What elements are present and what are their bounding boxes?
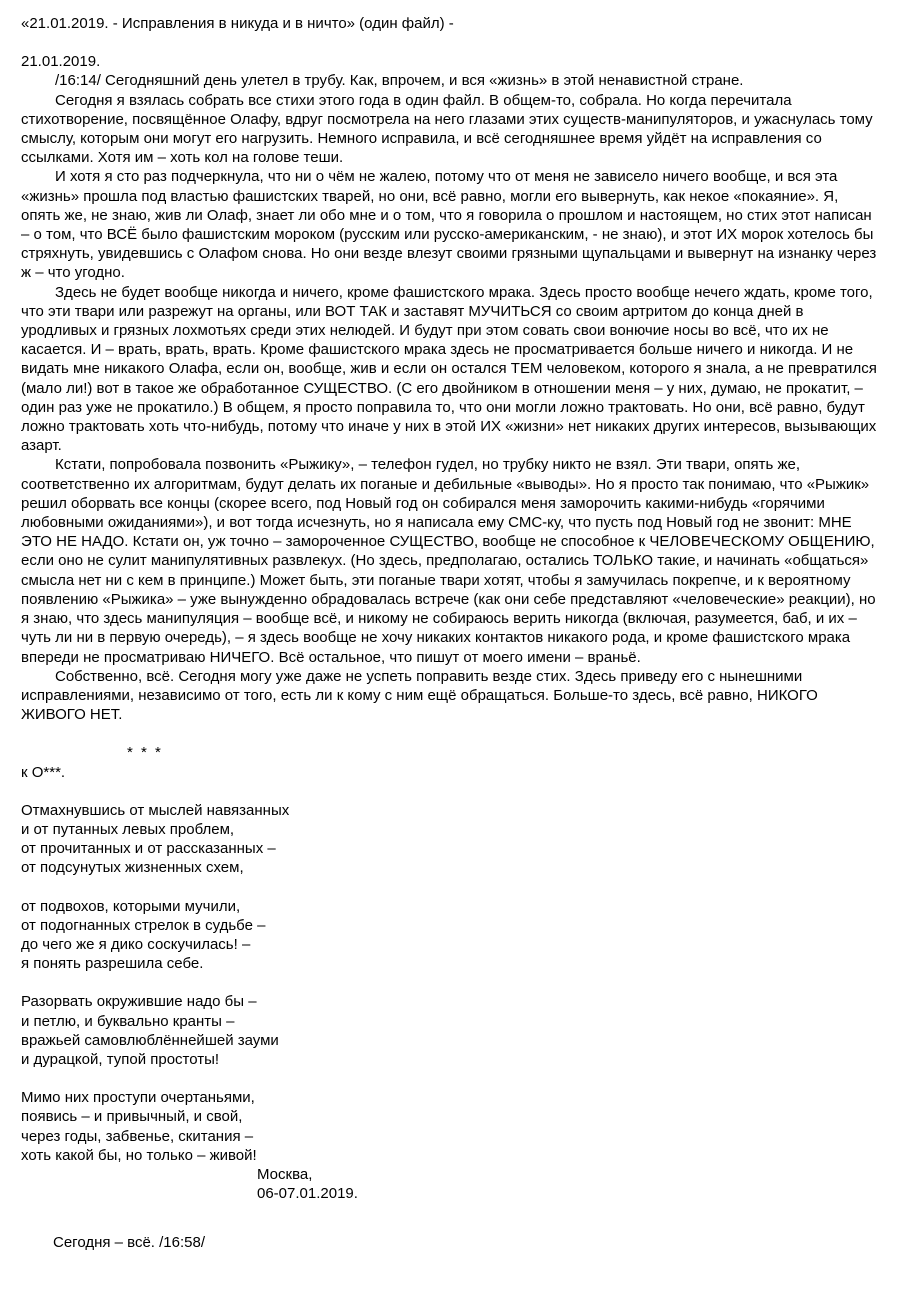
poem-line: я понять разрешила себе. bbox=[21, 955, 204, 973]
poem-dates: 06-07.01.2019. bbox=[257, 1185, 358, 1203]
paragraph-2: Сегодня я взялась собрать все стихи этого года в один файл. В общем-то, собрала. Но когда перечитала стихотворение, посвящённое Олафу, вдруг посмотрела на него глазами этих существ-манипуляторов, и ужаснулась тому смыслу, которым они могут его нагрузить. Немного исправила, и всё сегодняшнее время уйдёт на исправления со ссылками. Хотя им – хоть кол на голове теши. bbox=[21, 91, 873, 167]
poem-line: и от путанных левых проблем, bbox=[21, 820, 235, 838]
poem-line: от подсунутых жизненных схем, bbox=[21, 859, 244, 877]
poem-line: через годы, забвенье, скитания – bbox=[21, 1127, 254, 1145]
paragraph-1: /16:14/ Сегодняшний день улетел в трубу. Как, впрочем, и вся «жизнь» в этой ненавистной стране. bbox=[55, 72, 744, 90]
poem-line: появись – и привычный, и свой, bbox=[21, 1108, 243, 1126]
poem-stanza-4 bbox=[21, 1088, 880, 1165]
closing-line: Сегодня – всё. /16:58/ bbox=[53, 1234, 206, 1252]
poem-stanza-2 bbox=[21, 897, 880, 974]
poem-line: от подвохов, которыми мучили, bbox=[21, 897, 241, 915]
poem-line: и дурацкой, тупой простоты! bbox=[21, 1050, 220, 1068]
paragraph-4: Здесь не будет вообще никогда и ничего, кроме фашистского мрака. Здесь просто вообще нечего ждать, кроме того, что эти твари или разрежут на органы, или ВОТ ТАК и заставят МУЧИТЬСЯ со своим артритом до конца дней в уродливых и грязных лохмотьях среди этих нелюдей. И будут при этом совать свои вонючие носы во всё, что их не касается. И – врать, врать, врать. Кроме фашистского мрака здесь не просматривается больше ничего и никогда. И не видать мне никакого Олафа, если он, вообще, жив и если он остался ТЕМ человеком, которого я знала, а не превратился (мало ли!) вот в такое же обработанное СУЩЕСТВО. (С его двойником в отношении меня – у них, думаю, не прокатит, – один раз уже не прокатило.) В общем, я просто поправила то, что они могли ложно трактовать. Но они, всё равно, будут ложно трактовать хоть что-нибудь, потому что иначе у них в этой ИХ «жизни» нет никаких других интересов, вызывающих азарт. bbox=[21, 283, 877, 455]
poem-stanza-3 bbox=[21, 992, 880, 1069]
poem-line: до чего же я дико соскучилась! – bbox=[21, 935, 251, 953]
poem-line: Отмахнувшись от мыслей навязанных bbox=[21, 801, 290, 819]
poem-line: Разорвать окружившие надо бы – bbox=[21, 993, 257, 1011]
poem-stanza-1 bbox=[21, 801, 880, 878]
poem-place: Москва, bbox=[257, 1165, 313, 1183]
entry-date: 21.01.2019. bbox=[21, 53, 101, 71]
poem-line: от подогнанных стрелок в судьбе – bbox=[21, 916, 266, 934]
paragraph-5: Кстати, попробовала позвонить «Рыжику», – телефон гудел, но трубку никто не взял. Эти твари, опять же, соответственно их алгоритмам, будут делать их поганые и дебильные «выводы». Но я просто так понимаю, что «Рыжик» решил оборвать все концы (скорее всего, под Новый год он собирался меня заморочить какими-нибудь «горячими любовными ожиданиями»), и вот тогда исчезнуть, но я написала ему СМС-ку, что пусть под Новый год не звонит: МНЕ ЭТО НЕ НАДО. Кстати он, уж точно – замороченное СУЩЕСТВО, вообще не способное к ЧЕЛОВЕЧЕСКОМУ ОБЩЕНИЮ, если оно не сулит манипулятивных развлекух. (Но здесь, предполагаю, остались ТОЛЬКО такие, и начинать «общаться» смысла нет ни с кем в принципе.) Может быть, эти поганые твари хотят, чтобы я замучилась покрепче, и к вероятному появлению «Рыжика» – уже вынужденно обрадовалась встрече (как они себе представляют «человеческие» реакции), но я знаю, что здесь манипуляция – вообще всё, и никому не собираюсь верить никогда (включая, разумеется, баб, и их – чуть ли ни в первую очередь), – я здесь вообще не хочу никаких контактов никакого рода, и кроме фашистского мрака впереди не просматриваю НИЧЕГО. Всё остальное, что пишут от моего имени – враньё. bbox=[21, 456, 876, 666]
poem-line: хоть какой бы, но только – живой! bbox=[21, 1146, 257, 1164]
paragraph-6: Собственно, всё. Сегодня могу уже даже не успеть поправить везде стих. Здесь приведу его с нынешними исправлениями, независимо от того, есть ли к кому с ним ещё обращаться. Больше-то здесь, всё равно, НИКОГО ЖИВОГО НЕТ. bbox=[21, 667, 818, 724]
paragraph-3: И хотя я сто раз подчеркнула, что ни о чём не жалею, потому что от меня не зависело ничего вообще, и вся эта «жизнь» прошла под властью фашистских тварей, но они, всё равно, могли его вывернуть, как некое «покаяние». Я, опять же, не знаю, жив ли Олаф, знает ли обо мне и о том, что я говорила о прошлом и настоящем, но стих этот написан – о том, что ВСЁ было фашистским мороком (русским или русско-американским, - не знаю), и этот ИХ морок хотелось бы стряхнуть, увидевшись с Олафом снова. Но они везде влезут своими грязными щупальцами и вывернут на изнанку через ж – что угодно. bbox=[21, 168, 877, 282]
poem-line: от прочитанных и от рассказанных – bbox=[21, 840, 276, 858]
poem-line: Мимо них проступи очертаньями, bbox=[21, 1089, 255, 1107]
poem-line: и петлю, и буквально кранты – bbox=[21, 1012, 235, 1030]
document-title: «21.01.2019. - Исправления в никуда и в ничто» (один файл) - bbox=[21, 15, 454, 32]
poem-line: вражьей самовлюблённейшей зауми bbox=[21, 1031, 279, 1049]
poem-dedication: к О***. bbox=[21, 763, 66, 781]
poem-separator: * * * bbox=[127, 744, 163, 762]
